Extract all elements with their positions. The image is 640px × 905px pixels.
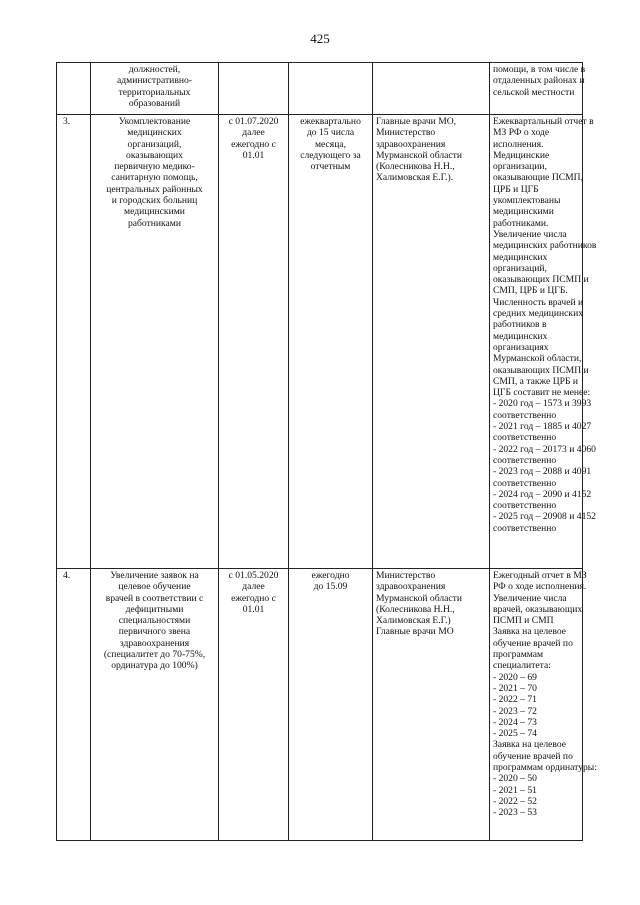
cell-text-line: месяца, — [314, 138, 347, 150]
row-number — [57, 63, 91, 115]
cell-text-line: специальностями — [118, 615, 191, 627]
cell-text-line: Ежеквартальный отчет в — [493, 116, 594, 127]
cell-text-line: дефицитными — [125, 603, 184, 615]
cell-text-line: территориальных — [118, 86, 191, 98]
measure-cell — [91, 569, 219, 841]
cell-text-line: - 2020 год – 1573 и 3993 — [493, 398, 592, 410]
cell-text-line: Увеличение числа — [493, 228, 567, 240]
cell-text-line: соответственно — [493, 522, 557, 534]
cell-text-line: сельской местности — [493, 86, 575, 98]
cell-text-line: административно- — [117, 75, 192, 87]
deadline-cell — [219, 569, 289, 841]
cell-text-line: средних медицинских — [493, 308, 584, 320]
cell-text-line: далее — [242, 581, 265, 593]
cell-text-line: соответственно — [493, 409, 557, 421]
result-cell — [490, 63, 586, 115]
cell-text-line: ординатура до 100%) — [111, 660, 198, 672]
cell-text-line: Заявка на целевое — [493, 739, 567, 751]
cell-text-line: (специалитет до 70-75%, — [103, 649, 206, 661]
measure-cell — [91, 115, 219, 569]
row-number: 3. — [57, 115, 91, 569]
cell-text-line: медицинских — [493, 330, 548, 342]
cell-text-line: первичную медико- — [114, 161, 195, 173]
cell-text-line: соответственно — [493, 500, 557, 512]
cell-text-line: должностей, — [128, 64, 181, 75]
cell-text-line: укомплектованы — [493, 195, 561, 207]
cell-text-line: СМП, а также ЦРБ и — [493, 375, 579, 387]
cell-text-line: здравоохранения — [119, 637, 190, 649]
cell-text-line: Мурманской области — [376, 149, 462, 161]
table-row — [57, 115, 583, 569]
periodicity-cell — [289, 63, 373, 115]
cell-text-line: медицинских работников — [493, 240, 597, 252]
cell-text-line: Мурманской области — [376, 592, 462, 604]
cell-text-line: - 2022 – 71 — [493, 694, 537, 706]
cell-text-line: Медицинские — [493, 149, 550, 161]
cell-text-line: отдаленных районах и — [493, 75, 585, 87]
cell-text-line: с 01.05.2020 — [228, 570, 279, 581]
cell-text-line: Увеличение заявок на — [110, 570, 199, 581]
periodicity-cell — [289, 115, 373, 569]
cell-text-line: Халимовская Е.Г.). — [376, 172, 454, 184]
cell-text-line: программам ординатуры: — [493, 762, 597, 774]
cell-text-line: - 2020 – 50 — [493, 773, 537, 785]
cell-text-line: оказывающих — [126, 149, 183, 161]
result-cell — [490, 569, 597, 841]
cell-text-line: (Колесникова Н.Н., — [376, 603, 455, 615]
cell-text-line: - 2021 – 51 — [493, 784, 537, 796]
cell-text-line: - 2023 – 72 — [493, 705, 537, 717]
cell-text-line: медицинскими — [124, 206, 185, 218]
cell-text-line: здравоохранения — [376, 138, 446, 150]
cell-text-line: далее — [242, 127, 265, 139]
cell-text-line: СМП, ЦРБ и ЦГБ. — [493, 285, 568, 297]
deadline-cell — [219, 63, 289, 115]
row-number: 4. — [57, 569, 91, 841]
cell-text-line: Главные врачи МО, — [376, 116, 457, 127]
cell-text-line: и городских больниц — [111, 195, 198, 207]
responsible-cell — [373, 569, 490, 841]
page-number: 425 — [310, 31, 330, 46]
cell-text-line: Министерство — [376, 570, 436, 581]
cell-text-line: ежегодно — [311, 570, 350, 581]
responsible-cell — [373, 115, 490, 569]
cell-text-line: ПСМП и СМП — [493, 615, 554, 627]
cell-text-line: врачей в соответствии с — [105, 592, 204, 604]
cell-text-line: целевое обучение — [118, 581, 191, 593]
cell-text-line: до 15 числа — [306, 127, 355, 139]
table-row — [57, 63, 583, 115]
cell-text-line: - 2024 год – 2090 и 4152 — [493, 488, 592, 500]
cell-text-line: МЗ РФ о ходе — [493, 127, 550, 139]
cell-text-line: первичного звена — [118, 626, 191, 638]
cell-text-line: ежегодно с — [231, 592, 276, 604]
cell-text-line: ЦРБ и ЦГБ — [493, 183, 539, 195]
cell-text-line: оказывающих ПСМП и — [493, 274, 589, 286]
cell-text-line: (Колесникова Н.Н., — [376, 161, 455, 173]
cell-text-line: оказывающие ПСМП, — [493, 172, 583, 184]
cell-text-line: работниками — [127, 217, 182, 229]
cell-text-line: - 2024 – 73 — [493, 716, 537, 728]
cell-text-line: с 01.07.2020 — [228, 116, 279, 127]
measures-table — [56, 62, 597, 841]
cell-text-line: центральных районных — [106, 183, 203, 195]
cell-text-line: обучение врачей по — [493, 637, 573, 649]
cell-text-line: ежеквартально — [300, 116, 361, 127]
cell-text-line: соответственно — [493, 477, 557, 489]
cell-text-line: РФ о ходе исполнения. — [493, 581, 587, 593]
cell-text-line: отчетным — [310, 161, 351, 173]
periodicity-cell — [289, 569, 373, 841]
cell-text-line: организациях — [493, 341, 549, 353]
cell-text-line: - 2021 – 70 — [493, 682, 537, 694]
cell-text-line: образований — [128, 97, 181, 109]
cell-text-line: Халимовская Е.Г.) — [376, 615, 451, 627]
cell-text-line: программам — [493, 649, 544, 661]
cell-text-line: оказывающих ПСМП и — [493, 364, 589, 376]
cell-text-line: Заявка на целевое — [493, 626, 567, 638]
result-cell — [490, 115, 597, 569]
cell-text-line: обучение врачей по — [493, 750, 573, 762]
responsible-cell — [373, 63, 490, 115]
cell-text-line: помощи, в том числе в — [493, 64, 586, 75]
cell-text-line: до 15.09 — [313, 581, 348, 593]
cell-text-line: работников в — [493, 319, 547, 331]
cell-text-line: соответственно — [493, 454, 557, 466]
cell-text-line: медицинских — [127, 127, 182, 139]
cell-text-line: 01.01 — [242, 603, 265, 615]
cell-text-line: организации, — [493, 161, 547, 173]
cell-text-line: Численность врачей и — [493, 296, 584, 308]
cell-text-line: Главные врачи МО — [376, 626, 454, 638]
cell-text-line: 01.01 — [242, 149, 265, 161]
cell-text-line: - 2023 год – 2088 и 4091 — [493, 466, 592, 478]
cell-text-line: соответственно — [493, 432, 557, 444]
cell-text-line: Министерство — [376, 127, 436, 139]
deadline-cell — [219, 115, 289, 569]
cell-text-line: - 2021 год – 1885 и 4027 — [493, 421, 592, 433]
cell-text-line: Ежегодный отчет в МЗ — [493, 570, 587, 581]
cell-text-line: следующего за — [300, 149, 361, 161]
cell-text-line: работниками. — [493, 217, 549, 229]
cell-text-line: здравоохранения — [376, 581, 446, 593]
cell-text-line: исполнения. — [493, 138, 544, 150]
table-row — [57, 569, 583, 841]
cell-text-line: медицинских — [493, 251, 548, 263]
cell-text-line: - 2020 – 69 — [493, 671, 537, 683]
cell-text-line: - 2022 – 52 — [493, 795, 537, 807]
cell-text-line: - 2023 – 53 — [493, 807, 537, 819]
cell-text-line: ежегодно с — [231, 138, 276, 150]
cell-text-line: Мурманской области, — [493, 353, 582, 365]
cell-text-line: ЦГБ составит не менее: — [493, 387, 591, 399]
cell-text-line: Укомплектование — [118, 116, 191, 127]
cell-text-line: Увеличение числа — [493, 592, 567, 604]
cell-text-line: организаций, — [127, 138, 182, 150]
cell-text-line: специалитета: — [493, 660, 551, 672]
cell-text-line: санитарную помощь, — [111, 172, 198, 184]
cell-text-line: - 2022 год – 20173 и 4060 — [493, 443, 596, 455]
measure-cell — [91, 63, 219, 115]
cell-text-line: медицинскими — [493, 206, 554, 218]
cell-text-line: врачей, оказывающих — [493, 603, 583, 615]
cell-text-line: организаций, — [493, 262, 547, 274]
cell-text-line: - 2025 – 74 — [493, 728, 537, 740]
cell-text-line: - 2025 год – 20908 и 4152 — [493, 511, 596, 523]
